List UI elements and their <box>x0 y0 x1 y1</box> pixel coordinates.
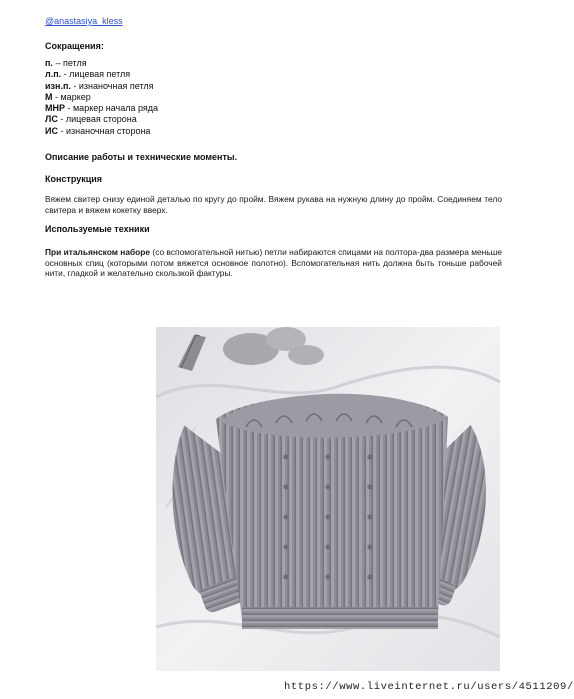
description-heading: Описание работы и технические моменты. <box>45 152 238 162</box>
abbr-def: - лицевая сторона <box>57 114 137 125</box>
construction-heading: Конструкция <box>45 174 103 184</box>
source-watermark: https://www.liveinternet.ru/users/4511209/ <box>284 681 574 693</box>
abbr-item <box>45 81 158 92</box>
abbr-def: - маркер начала ряда <box>65 103 159 114</box>
abbr-term: М <box>45 91 53 102</box>
abbr-term: п. <box>45 58 53 68</box>
construction-text: Вяжем свитер снизу единой деталью по кругу до пройм. Вяжем рукава на нужную длину до пройм. Соединяем тело свитера и вяжем кокетку вверх. <box>45 194 502 215</box>
technique-body: (со вспомогательной нитью) петли набираются спицами на полтора-два размера меньше основных спиц (которыми потом вяжется основное полотно). Вспомогательная нить должна быть тоньше рабочей нити, гладкой и желательно скользкой фактуры. <box>45 247 502 278</box>
techniques-text <box>45 247 502 279</box>
abbr-term: л.п. <box>45 69 62 80</box>
abbr-list <box>45 58 158 137</box>
abbr-item <box>45 92 158 103</box>
abbr-heading: Сокращения: <box>45 41 104 51</box>
abbr-term: изн.п. <box>45 80 71 91</box>
sweater-illustration <box>156 327 500 671</box>
abbr-def: – петля <box>52 58 87 68</box>
abbr-item <box>45 58 158 69</box>
abbr-item <box>45 103 158 114</box>
abbr-term: ЛС <box>45 114 58 125</box>
abbr-def: - изнаночная сторона <box>57 125 151 136</box>
techniques-heading: Используемые техники <box>45 224 150 234</box>
abbr-item <box>45 126 158 137</box>
abbr-item <box>45 114 158 125</box>
abbr-def: - изнаночная петля <box>70 80 154 91</box>
author-link[interactable]: @anastasiya_kless <box>45 16 123 26</box>
abbr-term: ИС <box>45 125 58 136</box>
abbr-term: МНР <box>45 103 65 114</box>
sweater-photo <box>156 327 500 671</box>
abbr-def: - лицевая петля <box>61 69 131 80</box>
abbr-def: - маркер <box>52 91 91 102</box>
abbr-item <box>45 69 158 80</box>
technique-lead: При итальянском наборе <box>45 247 151 257</box>
